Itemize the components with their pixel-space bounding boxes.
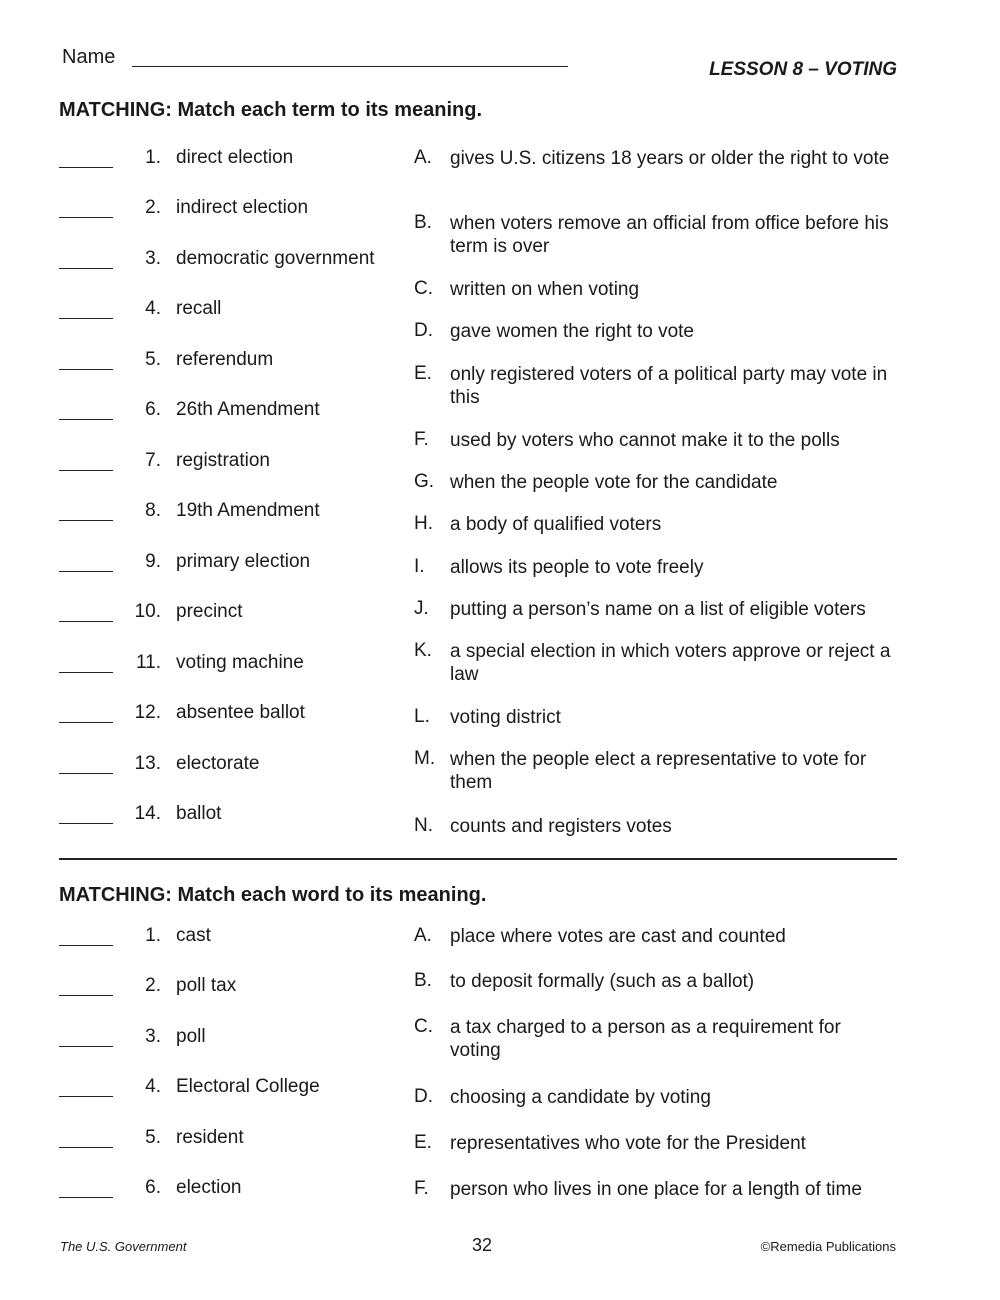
- definition-text: choosing a candidate by voting: [450, 1087, 711, 1108]
- answer-blank[interactable]: [59, 773, 113, 774]
- term-text: resident: [176, 1127, 244, 1148]
- answer-blank[interactable]: [59, 823, 113, 824]
- definition-text: to deposit formally (such as a ballot): [450, 971, 755, 992]
- definition-text: a special election in which voters approve or reject a law: [450, 641, 891, 685]
- term-number: 4.: [145, 298, 161, 319]
- definition-letter: C.: [414, 1016, 433, 1037]
- definition-letter: L.: [414, 706, 430, 727]
- section2-title: MATCHING: Match each word to its meaning.: [59, 884, 487, 906]
- answer-blank[interactable]: [59, 318, 113, 319]
- answer-blank[interactable]: [59, 621, 113, 622]
- term-text: registration: [176, 450, 270, 471]
- term-text: primary election: [176, 551, 311, 572]
- answer-blank[interactable]: [59, 1096, 113, 1097]
- term-text: direct election: [176, 147, 294, 168]
- definition-text: gave women the right to vote: [450, 321, 694, 342]
- definition-letter: C.: [414, 278, 433, 299]
- answer-blank[interactable]: [59, 167, 113, 168]
- definition-text: a body of qualified voters: [450, 514, 662, 535]
- definition-letter: D.: [414, 1086, 433, 1107]
- term-text: 19th Amendment: [176, 500, 320, 521]
- term-text: recall: [176, 298, 222, 319]
- answer-blank[interactable]: [59, 217, 113, 218]
- definition-letter: E.: [414, 363, 432, 384]
- footer-book-title: The U.S. Government: [60, 1239, 187, 1254]
- answer-blank[interactable]: [59, 520, 113, 521]
- definition-letter: M.: [414, 748, 436, 769]
- term-number: 11.: [135, 652, 161, 673]
- answer-blank[interactable]: [59, 672, 113, 673]
- answer-blank[interactable]: [59, 1197, 113, 1198]
- term-text: democratic government: [176, 248, 375, 269]
- definition-letter: B.: [414, 970, 432, 991]
- term-text: electorate: [176, 753, 260, 774]
- definition-letter: N.: [414, 815, 433, 836]
- term-number: 12.: [134, 702, 161, 723]
- term-text: absentee ballot: [176, 702, 305, 723]
- definition-text: place where votes are cast and counted: [450, 926, 786, 947]
- term-text: cast: [176, 925, 211, 946]
- lesson-title: LESSON 8 – VOTING: [709, 59, 897, 80]
- term-number: 3.: [145, 1026, 161, 1047]
- answer-blank[interactable]: [59, 419, 113, 420]
- term-number: 4.: [145, 1076, 161, 1097]
- definition-letter: F.: [414, 1178, 429, 1199]
- term-number: 10.: [134, 601, 161, 622]
- answer-blank[interactable]: [59, 369, 113, 370]
- definition-letter: B.: [414, 212, 432, 233]
- term-number: 3.: [145, 248, 161, 269]
- term-number: 6.: [145, 399, 161, 420]
- definition-text: representatives who vote for the President: [450, 1133, 806, 1154]
- term-text: voting machine: [176, 652, 304, 673]
- definition-letter: A.: [414, 147, 432, 168]
- definition-letter: J.: [414, 598, 429, 619]
- definition-letter: I.: [414, 556, 425, 577]
- definition-text: gives U.S. citizens 18 years or older the right to vote: [450, 148, 890, 169]
- term-text: referendum: [176, 349, 274, 370]
- definition-text: counts and registers votes: [450, 816, 672, 837]
- term-text: ballot: [176, 803, 222, 824]
- definition-text: voting district: [450, 707, 561, 728]
- answer-blank[interactable]: [59, 945, 113, 946]
- page-number: 32: [471, 1235, 493, 1255]
- definition-text: allows its people to vote freely: [450, 557, 704, 578]
- term-number: 9.: [145, 551, 161, 572]
- term-text: poll tax: [176, 975, 237, 996]
- name-label: Name: [62, 46, 116, 68]
- term-number: 6.: [145, 1177, 161, 1198]
- answer-blank[interactable]: [59, 268, 113, 269]
- definition-text: when the people elect a representative to vote for them: [450, 749, 867, 793]
- term-text: poll: [176, 1026, 206, 1047]
- term-text: indirect election: [176, 197, 309, 218]
- answer-blank[interactable]: [59, 995, 113, 996]
- term-number: 8.: [145, 500, 161, 521]
- definition-letter: H.: [414, 513, 433, 534]
- footer-publisher: ©Remedia Publications: [760, 1239, 896, 1254]
- section-divider: [59, 858, 897, 860]
- definition-text: putting a person’s name on a list of eligible voters: [450, 599, 866, 620]
- answer-blank[interactable]: [59, 722, 113, 723]
- answer-blank[interactable]: [59, 571, 113, 572]
- term-number: 2.: [145, 197, 161, 218]
- definition-text: a tax charged to a person as a requirement for voting: [450, 1017, 841, 1061]
- definition-letter: K.: [414, 640, 432, 661]
- definition-letter: G.: [414, 471, 435, 492]
- term-number: 5.: [145, 1127, 161, 1148]
- definition-text: used by voters who cannot make it to the polls: [450, 430, 840, 451]
- answer-blank[interactable]: [59, 470, 113, 471]
- term-text: 26th Amendment: [176, 399, 320, 420]
- term-number: 5.: [145, 349, 161, 370]
- definition-text: person who lives in one place for a length of time: [450, 1179, 862, 1200]
- answer-blank[interactable]: [59, 1046, 113, 1047]
- definition-text: written on when voting: [450, 279, 640, 300]
- term-number: 2.: [145, 975, 161, 996]
- definition-letter: F.: [414, 429, 429, 450]
- term-number: 14.: [134, 803, 161, 824]
- definition-letter: A.: [414, 925, 432, 946]
- definition-letter: D.: [414, 320, 433, 341]
- term-number: 1.: [145, 147, 161, 168]
- definition-text: when voters remove an official from office before his term is over: [450, 213, 889, 257]
- term-number: 7.: [145, 450, 161, 471]
- term-number: 1.: [145, 925, 161, 946]
- section1-title: MATCHING: Match each term to its meaning.: [59, 99, 483, 121]
- definition-letter: E.: [414, 1132, 432, 1153]
- definition-text: when the people vote for the candidate: [450, 472, 778, 493]
- term-text: election: [176, 1177, 242, 1198]
- term-text: precinct: [176, 601, 243, 622]
- answer-blank[interactable]: [59, 1147, 113, 1148]
- term-text: Electoral College: [176, 1076, 320, 1097]
- definition-text: only registered voters of a political party may vote in this: [450, 364, 888, 408]
- name-field[interactable]: [132, 66, 568, 67]
- term-number: 13.: [134, 753, 161, 774]
